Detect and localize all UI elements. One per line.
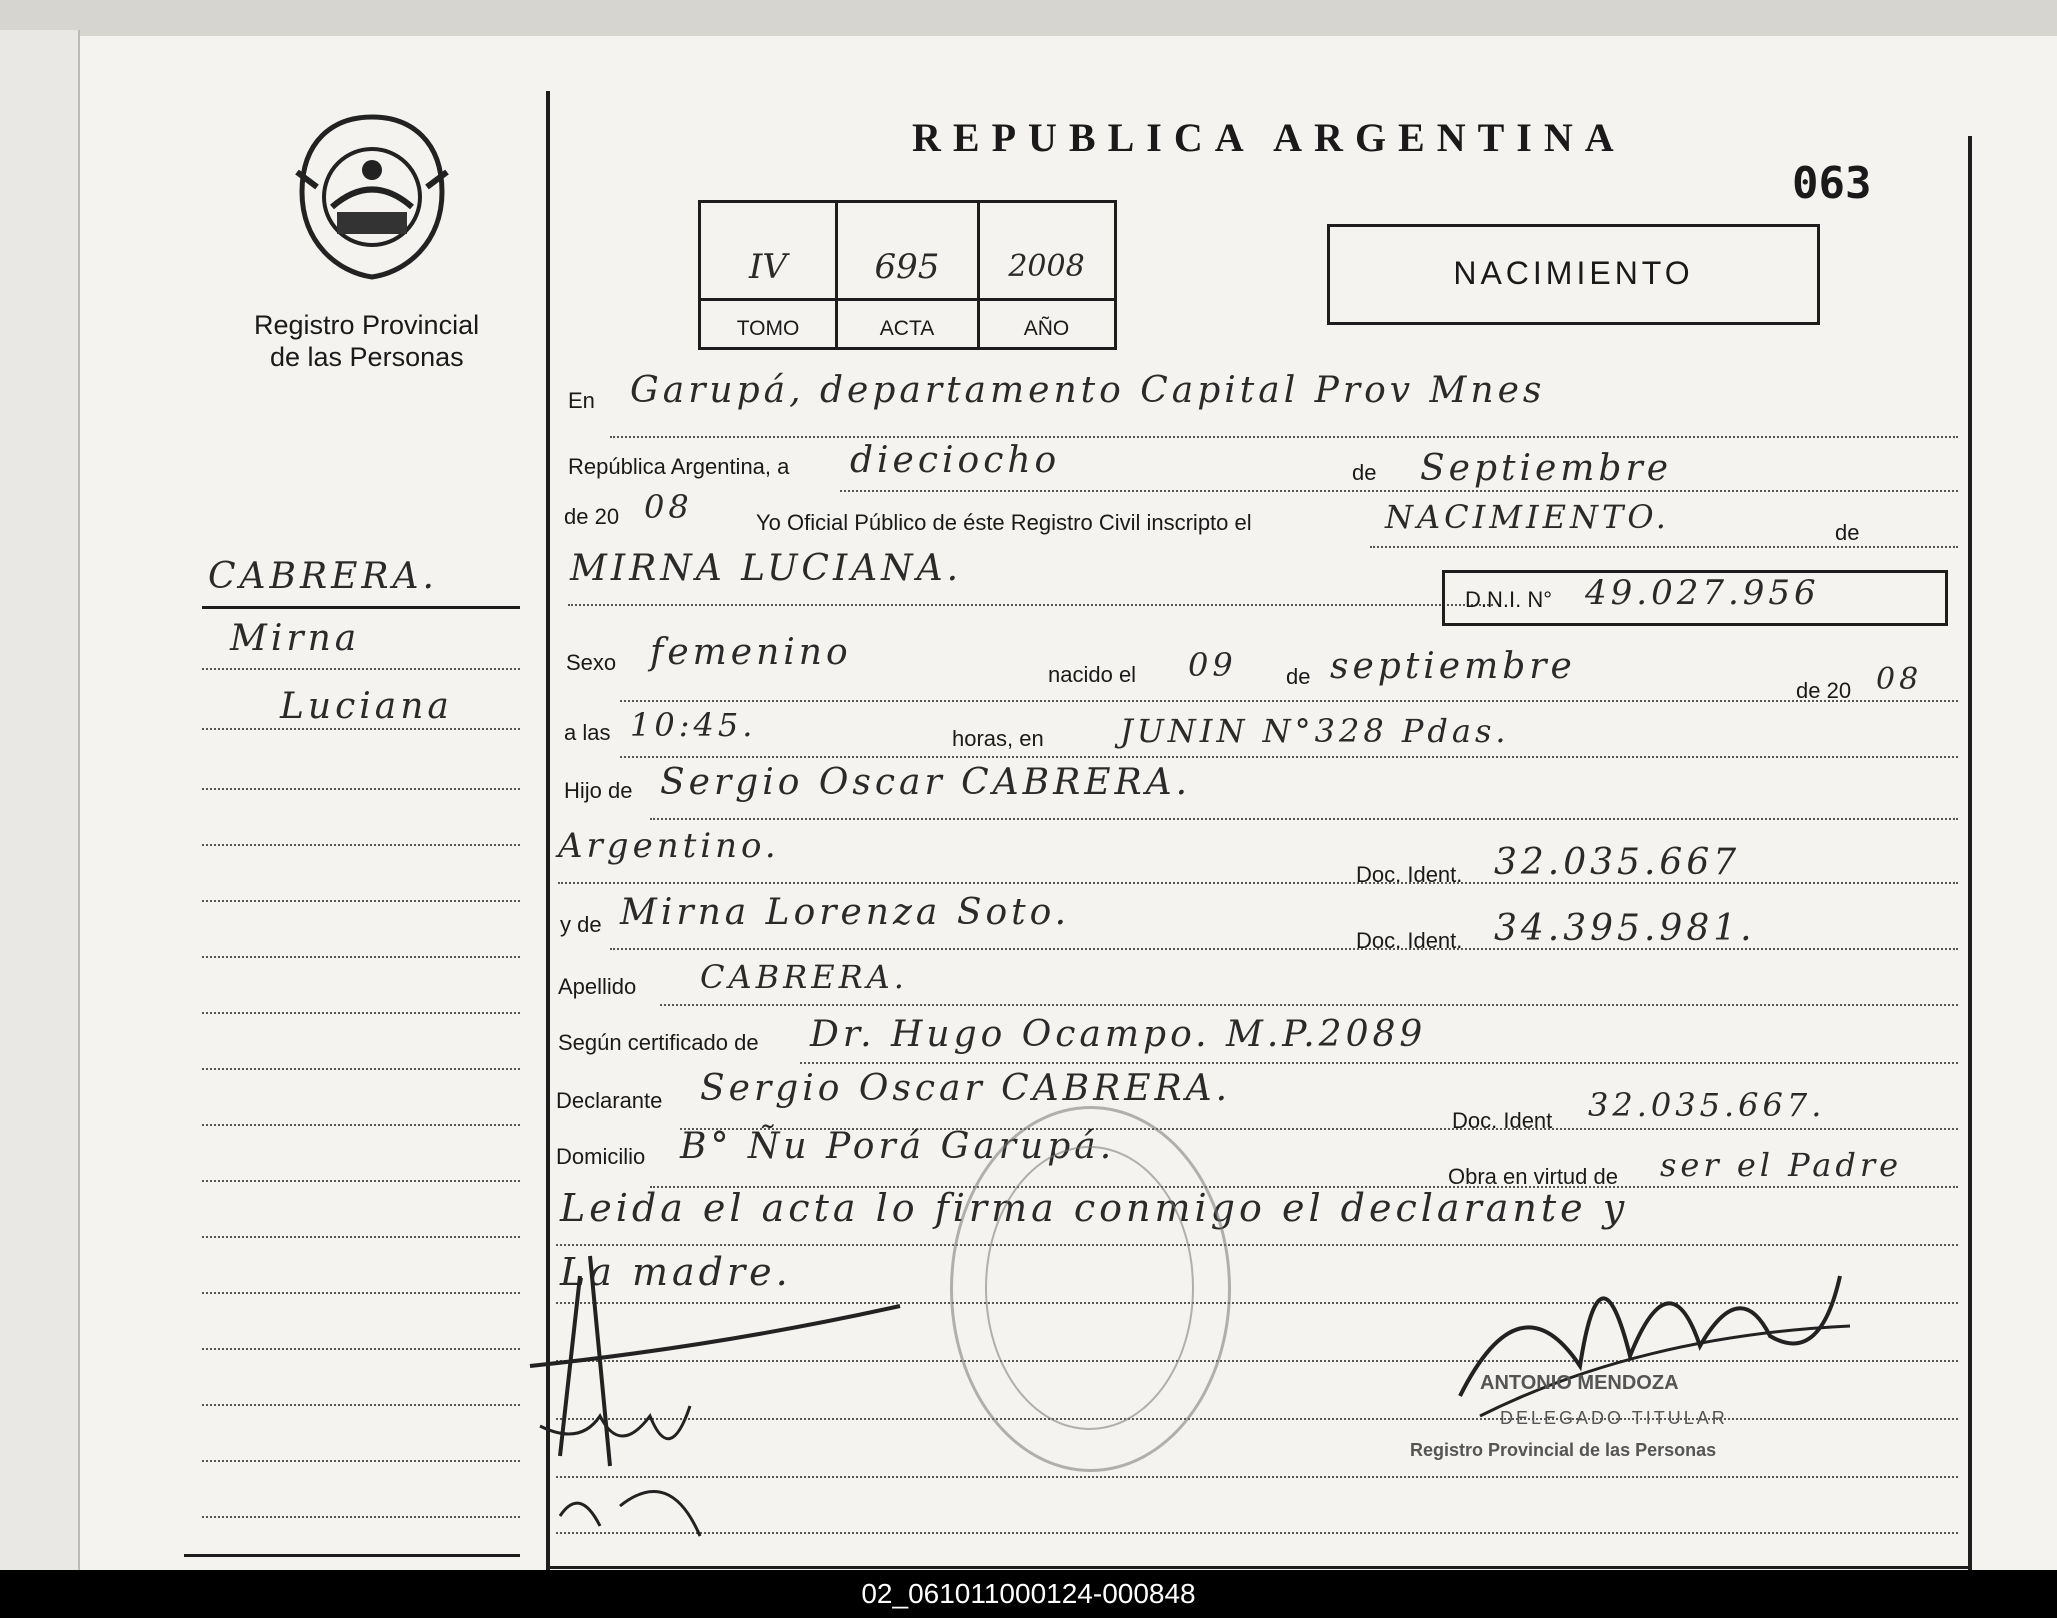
agency-line1: Registro Provincial: [254, 310, 480, 340]
scan-id: 02_061011000124-000848: [861, 1578, 1196, 1609]
de3-label: de: [1286, 664, 1311, 689]
nombre-value: MIRNA LUCIANA.: [570, 548, 963, 589]
obra-label: Obra en virtud de: [1448, 1164, 1618, 1189]
sexo-value: femenino: [650, 632, 852, 673]
doc1-label: Doc. Ident.: [1356, 862, 1463, 887]
lugar-value: JUNIN N°328 Pdas.: [1120, 712, 1510, 750]
province-seal-icon: [292, 112, 452, 282]
margin-name1: Mirna: [230, 618, 361, 659]
ano-label: AÑO: [1023, 317, 1070, 340]
mes-value: Septiembre: [1420, 448, 1672, 489]
hora-value: 10:45.: [630, 706, 757, 744]
declarante-value: Sergio Oscar CABRERA.: [700, 1068, 1232, 1109]
yde-label: y de: [560, 912, 602, 937]
tomo-cell: [701, 203, 835, 347]
doc3-label: Doc. Ident: [1452, 1108, 1553, 1133]
official-office: Registro Provincial de las Personas: [1410, 1440, 1717, 1460]
record-page: [80, 36, 2057, 1570]
declarante-label: Declarante: [556, 1088, 663, 1113]
margin-name2: Luciana: [280, 686, 453, 727]
doc3-value: 32.035.667.: [1588, 1086, 1826, 1124]
domicilio-label: Domicilio: [556, 1144, 646, 1169]
de20-label: de 20: [564, 504, 620, 529]
anio-value: 08: [644, 488, 693, 526]
nacido-mes: septiembre: [1330, 646, 1576, 687]
tomo-value: IV: [749, 247, 787, 287]
record-type-box: [1327, 224, 1820, 325]
padre-value: Sergio Oscar CABRERA.: [660, 762, 1192, 803]
de2-label: de: [1835, 520, 1860, 545]
en-label: En: [568, 388, 595, 413]
nacido-anio: 08: [1876, 662, 1923, 697]
record-type: NACIMIENTO: [1453, 255, 1694, 291]
obra-value: ser el Padre: [1660, 1146, 1903, 1184]
apellido-value: CABRERA.: [700, 958, 908, 996]
registry-table: [698, 200, 1117, 350]
official-title: DELEGADO TITULAR: [1500, 1408, 1728, 1428]
margin-surname: CABRERA.: [208, 556, 438, 597]
dni-label: D.N.I. N°: [1465, 587, 1553, 612]
en-value: Garupá, departamento Capital Prov Mnes: [630, 370, 1546, 411]
segun-label: Según certificado de: [558, 1030, 759, 1055]
acta-value: 695: [874, 247, 940, 287]
declarant-signature-icon: [520, 1216, 940, 1556]
de2000-label: de 20: [1796, 678, 1852, 703]
alas-label: a las: [564, 720, 611, 745]
tomo-label: TOMO: [736, 317, 800, 340]
official-signature-icon: [1440, 1216, 1860, 1436]
leida-line2: La madre.: [560, 1250, 792, 1294]
hijo-label: Hijo de: [564, 778, 633, 803]
padre-nac-value: Argentino.: [558, 826, 780, 866]
dia-value: dieciocho: [850, 440, 1061, 481]
doc2-value: 34.395.981.: [1494, 908, 1756, 949]
doc1-value: 32.035.667: [1494, 842, 1741, 883]
acta-label: ACTA: [879, 317, 935, 340]
segun-value: Dr. Hugo Ocampo. M.P.2089: [810, 1014, 1427, 1055]
divider-right: [1968, 136, 1972, 1570]
domicilio-value: B° Ñu Porá Garupá.: [680, 1126, 1116, 1167]
ano-value: 2008: [1008, 249, 1085, 284]
ano-cell: [979, 203, 1114, 347]
republica-label: República Argentina, a: [568, 454, 790, 479]
apellido-label: Apellido: [558, 974, 637, 999]
official-name: ANTONIO MENDOZA: [1480, 1372, 1679, 1394]
oficial-label: Yo Oficial Público de éste Registro Civil inscripto el: [756, 510, 1252, 535]
horas-label: horas, en: [952, 726, 1044, 751]
leida-line1: Leida el acta lo firma conmigo el declarante y: [560, 1186, 1629, 1230]
country-title: REPUBLICA ARGENTINA: [912, 115, 1626, 160]
agency-line2: de las Personas: [270, 342, 464, 372]
dni-value: 49.027.956: [1585, 573, 1820, 613]
nacido-dia: 09: [1188, 646, 1237, 684]
sexo-label: Sexo: [566, 650, 617, 675]
scan-id-strip: [0, 1570, 2057, 1618]
inscripto-value: NACIMIENTO.: [1385, 498, 1670, 536]
facing-page-edge: [0, 30, 80, 1570]
acta-cell: [837, 203, 977, 347]
nacido-label: nacido el: [1048, 662, 1137, 687]
madre-value: Mirna Lorenza Soto.: [620, 892, 1071, 933]
dni-box: [1442, 570, 1948, 626]
de-label: de: [1352, 460, 1377, 485]
page-number: 063: [1792, 158, 1872, 209]
doc2-label: Doc. Ident.: [1356, 928, 1463, 953]
